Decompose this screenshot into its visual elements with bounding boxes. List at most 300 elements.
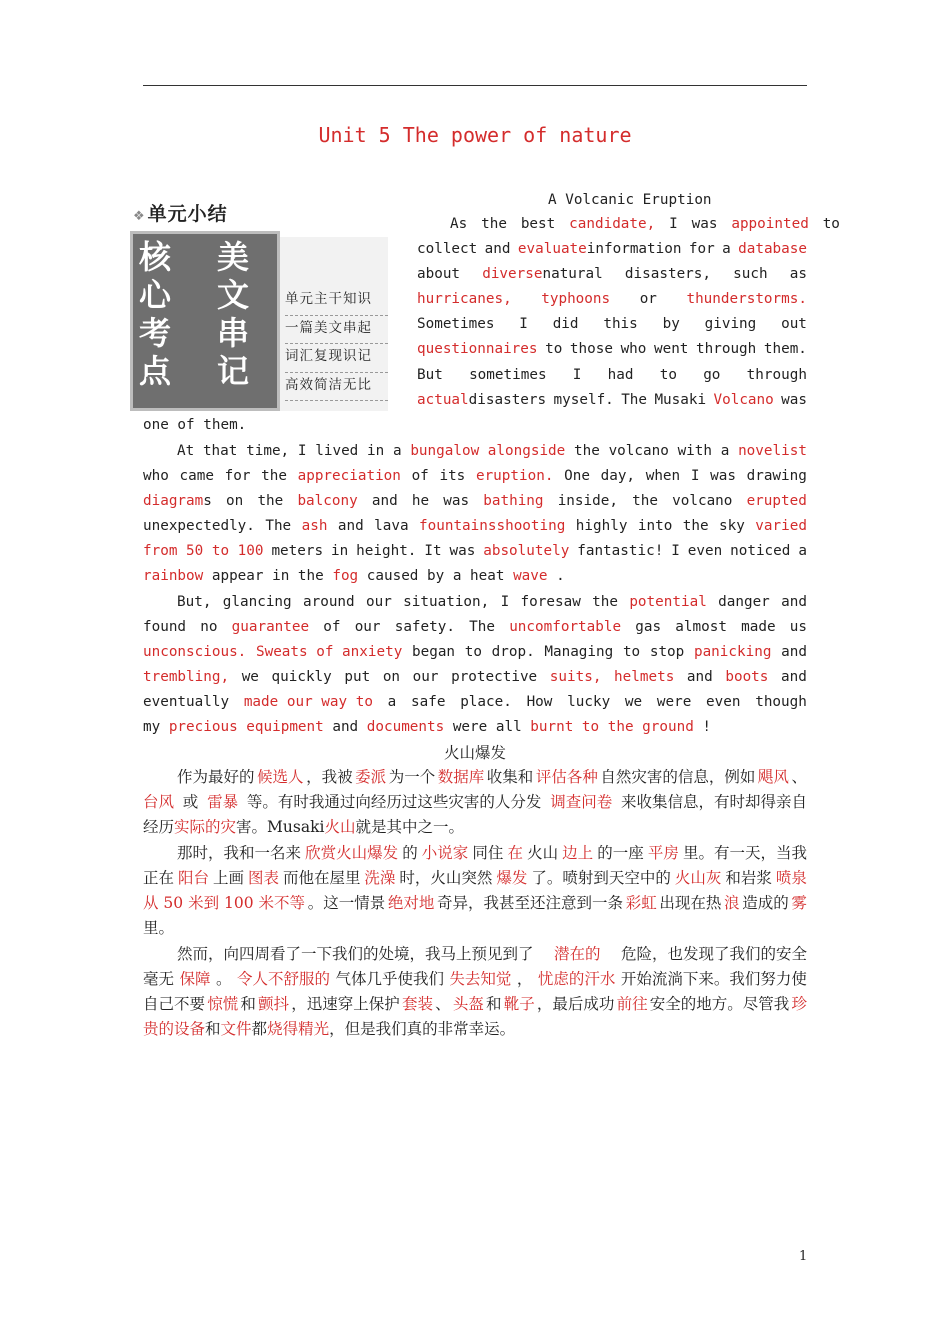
phrase: [675, 866, 722, 891]
phrase-part: 和: [486, 995, 502, 1014]
word-part: or: [639, 291, 657, 308]
word: [143, 640, 246, 665]
box-char: 心: [139, 276, 172, 314]
word: [574, 439, 600, 464]
phrase: [725, 866, 772, 891]
highlight-word: thunderstorms.: [686, 291, 807, 308]
word-part: found: [143, 619, 187, 636]
word: [781, 590, 807, 615]
text-line: [143, 967, 807, 992]
word: [650, 640, 684, 665]
word-part: for: [688, 241, 715, 258]
phrase: [472, 841, 503, 866]
highlight-word: fog: [332, 568, 359, 585]
word: [496, 715, 522, 740]
phrase: [305, 841, 398, 866]
highlight-word: documents: [366, 719, 445, 736]
phrase: [487, 765, 534, 790]
word: [696, 337, 756, 362]
word-part: about: [417, 266, 461, 283]
highlight-word: 头盔: [452, 995, 484, 1014]
phrase: [248, 866, 279, 891]
word-part: and: [781, 644, 807, 661]
phrase: [143, 967, 174, 992]
word: [344, 665, 370, 690]
english-paragraph-2: [143, 439, 807, 590]
word-part: and: [371, 493, 398, 510]
word-part: even: [687, 543, 723, 560]
phrase: [538, 967, 616, 992]
text-line: [143, 464, 807, 489]
phrase-part: 然而，向四周看了一下我们的处境，我马上预见到了: [177, 945, 534, 963]
text-line: [143, 1017, 807, 1042]
highlight-word: trembling,: [143, 669, 230, 686]
word-part: with: [677, 443, 712, 459]
phrase: [335, 967, 444, 992]
word: [417, 262, 460, 287]
highlight-word: panicking: [693, 644, 772, 661]
word: [303, 590, 355, 615]
word: [413, 665, 439, 690]
word-part: us: [789, 619, 807, 636]
word-part: the: [481, 216, 507, 232]
phrase: [435, 992, 451, 1017]
word-part: to: [622, 644, 641, 661]
text-line: [143, 815, 807, 840]
word: [686, 287, 807, 312]
word-part: the: [682, 518, 709, 535]
word: [355, 615, 381, 640]
word: [675, 615, 727, 640]
phrase: [388, 891, 435, 916]
word-part: we: [241, 669, 259, 686]
phrase: [554, 942, 601, 967]
word-part: volcano: [608, 443, 669, 459]
word: [731, 212, 808, 237]
phrase: [683, 841, 807, 866]
word: [332, 564, 418, 589]
word-part: time,: [246, 443, 290, 459]
phrase: [257, 765, 304, 790]
phrase: [536, 765, 598, 790]
highlight-word: 委派: [355, 768, 387, 786]
word-part: I: [519, 316, 528, 333]
word-part: this: [603, 316, 638, 333]
word: [509, 615, 621, 640]
word: [492, 640, 535, 665]
phrase-part: 的一座: [597, 844, 644, 862]
highlight-word: 忧虑的汗水: [537, 970, 616, 989]
phrase-part: 安全的地方。尽管我: [649, 995, 790, 1014]
phrase: [355, 765, 386, 790]
text-line: [143, 640, 807, 665]
word: [367, 715, 444, 740]
phrase-part: 、: [435, 995, 451, 1014]
phrase: [402, 992, 433, 1017]
word-part: in: [331, 543, 349, 560]
word: [298, 439, 307, 464]
word-part: all: [495, 719, 522, 736]
phrase-part: 经历: [143, 818, 175, 837]
word-part: and: [332, 719, 359, 736]
word-part: height.: [356, 543, 417, 560]
word-part: the: [574, 443, 600, 459]
highlight-word: typhoons: [541, 291, 611, 308]
word-part: disasters: [468, 391, 547, 408]
box-char: 核: [139, 238, 172, 276]
word: [261, 464, 287, 489]
word: [372, 489, 398, 514]
word-part: danger: [718, 594, 770, 610]
word: [143, 514, 255, 539]
text-line: [417, 337, 807, 362]
phrase: [486, 992, 502, 1017]
word: [323, 615, 340, 640]
word-part: on: [382, 669, 401, 686]
phrase: [237, 967, 330, 992]
box-char: 点: [139, 352, 172, 390]
word: [443, 489, 469, 514]
word-part: As: [450, 216, 468, 232]
phrase-part: 自然灾害的信息，例如: [600, 768, 756, 786]
phrase: [216, 967, 232, 992]
word-part: eventually: [143, 694, 230, 711]
phrase: [178, 866, 209, 891]
word-part: lava: [374, 518, 409, 535]
word: [623, 640, 640, 665]
word-part: who: [143, 468, 169, 485]
highlight-word: Volcano: [713, 391, 774, 408]
word: [417, 337, 538, 362]
word-part: the: [592, 594, 618, 610]
phrase: [597, 841, 644, 866]
word-part: At: [177, 443, 195, 459]
text-line: [143, 765, 807, 790]
word-part: It: [424, 543, 442, 560]
word: [592, 590, 618, 615]
highlight-word: 实际的灾: [174, 818, 237, 837]
phrase: [659, 891, 721, 916]
phrase: [650, 992, 790, 1017]
word-part: quickly: [271, 669, 332, 686]
phrase-part: 等。有时我通过向经历过这些灾害的人分发: [246, 793, 542, 812]
phrase: [438, 765, 485, 790]
word-part: the: [261, 468, 287, 485]
phrase-part: 上画: [212, 869, 244, 888]
word: [417, 388, 546, 413]
word: [640, 287, 657, 312]
word: [719, 514, 745, 539]
phrase: [240, 992, 256, 1017]
highlight-word: 喷泉: [775, 869, 807, 888]
word: [781, 312, 807, 337]
highlight-word: 雾: [791, 894, 807, 913]
phrase: [399, 866, 492, 891]
menu-item: 一篇美文串起: [285, 316, 388, 345]
word-part: put: [344, 669, 371, 686]
word-part: and: [781, 594, 807, 610]
word-part: that: [202, 443, 238, 459]
phrase: [258, 992, 289, 1017]
word: [672, 489, 732, 514]
word-part: them.: [763, 341, 807, 358]
word: [417, 237, 477, 262]
highlight-word: 评估各种: [535, 768, 598, 786]
phrase: [205, 1017, 221, 1042]
word: [714, 388, 774, 413]
word-part: the: [632, 493, 658, 510]
word: [691, 464, 700, 489]
text-line: [143, 590, 807, 615]
highlight-word: boots: [725, 669, 769, 686]
word-part: protective: [451, 669, 538, 686]
word: [424, 539, 441, 564]
word: [297, 489, 357, 514]
phrase-part: 奇异，我甚至还注意到一条: [437, 894, 624, 913]
word: [232, 615, 309, 640]
text-line: [417, 212, 840, 237]
highlight-word: 前往: [616, 995, 648, 1014]
word: [483, 539, 569, 564]
phrase: [507, 841, 523, 866]
word: [638, 514, 672, 539]
word-part: was: [449, 543, 476, 560]
phrase: [283, 866, 361, 891]
word-part: !: [702, 719, 712, 736]
word: [657, 690, 691, 715]
word: [706, 690, 740, 715]
highlight-word: 绝对地: [387, 894, 435, 913]
word: [411, 690, 445, 715]
phrase: [213, 866, 244, 891]
word: [625, 690, 642, 715]
highlight-word: novelist: [738, 443, 807, 459]
highlight-word: 边上: [562, 844, 594, 862]
word: [694, 640, 771, 665]
word-part: was: [781, 391, 807, 408]
word: [635, 615, 661, 640]
word: [705, 312, 757, 337]
phrase: [177, 841, 301, 866]
diamond-icon: ❖: [133, 209, 146, 224]
highlight-word: questionnaires: [417, 341, 538, 358]
highlight-word: 烧得精光: [267, 1020, 330, 1039]
highlight-word: diagram: [143, 493, 204, 510]
word-part: a: [392, 443, 402, 459]
phrase-part: 为一个: [388, 768, 436, 786]
word-part: Sometimes: [417, 316, 495, 333]
word-part: in: [272, 568, 290, 585]
highlight-word: 欣赏火山爆发: [305, 844, 399, 862]
highlight-word: 火山: [324, 818, 356, 837]
word-part: lucky: [567, 694, 611, 711]
word: [781, 665, 807, 690]
word-part: One: [564, 468, 590, 485]
word-part: and: [686, 669, 713, 686]
phrase-part: 。这一情景: [307, 894, 386, 913]
phrase: [207, 992, 238, 1017]
phrase: [207, 790, 238, 815]
word: [625, 262, 711, 287]
highlight-word: 令人不舒服的: [236, 970, 330, 989]
word-part: did: [552, 316, 579, 333]
phrase: [758, 765, 789, 790]
word-part: he: [411, 493, 430, 510]
word: [689, 237, 715, 262]
phrase-part: 毫无: [143, 970, 175, 989]
phrase-part: ，: [516, 970, 533, 989]
word-part: our: [366, 594, 392, 610]
word-part: lived: [315, 443, 359, 459]
box-char: 考: [139, 314, 172, 352]
word-part: Managing: [544, 644, 614, 661]
highlight-word: 靴子: [503, 995, 535, 1014]
word: [781, 388, 807, 413]
word-part: around: [303, 594, 355, 610]
word: [374, 514, 408, 539]
phrase-part: 里。: [143, 919, 175, 938]
word: [393, 439, 402, 464]
phrase: [776, 866, 807, 891]
highlight-word: varied: [755, 518, 807, 535]
highlight-word: bathing: [483, 493, 544, 510]
phrase: [791, 891, 807, 916]
text-line: [143, 615, 807, 640]
word-part: the: [297, 568, 324, 585]
word-part: unexpectedly.: [143, 518, 255, 535]
word-part: I: [690, 468, 700, 485]
word-part: But,: [177, 594, 212, 610]
phrase-part: 来收集信息，有时却得亲自: [620, 793, 807, 812]
word-part: natural: [542, 266, 603, 283]
word-part: But: [417, 366, 443, 383]
phrase: [291, 992, 400, 1017]
phrase: [791, 765, 807, 790]
phrase: [742, 891, 789, 916]
text-line: [417, 312, 807, 337]
word: [687, 665, 713, 690]
word-part: and: [781, 669, 807, 686]
word: [654, 337, 688, 362]
word-part: sky: [719, 518, 745, 535]
word: [395, 615, 455, 640]
phrase: [236, 815, 324, 840]
phrase-part: ，但是我们真的非常幸运。: [329, 1020, 516, 1039]
highlight-word: 雷暴: [207, 793, 239, 812]
word-part: a: [798, 543, 807, 560]
phrase-part: 、: [791, 768, 807, 786]
highlight-word: evaluate: [517, 241, 587, 258]
highlight-word: 飓风: [757, 768, 789, 786]
text-line: [417, 287, 807, 312]
word: [569, 212, 655, 237]
word: [541, 287, 610, 312]
word: [143, 615, 186, 640]
word: [683, 514, 709, 539]
word: [485, 237, 511, 262]
phrase-part: 里。有一天，当我: [682, 844, 807, 862]
word-part: giving: [704, 316, 757, 333]
word: [755, 690, 807, 715]
word: [553, 312, 579, 337]
english-paragraph-1: [143, 212, 840, 438]
word-part: through: [746, 366, 807, 383]
word: [671, 539, 680, 564]
word: [143, 715, 324, 740]
essay-title-cn: 火山爆发: [443, 744, 506, 762]
phrase: [143, 891, 305, 916]
highlight-word: unconscious.: [143, 644, 247, 661]
phrase: [143, 866, 174, 891]
word-part: best: [520, 216, 556, 232]
word: [513, 564, 565, 589]
word: [417, 312, 494, 337]
highlight-word: 爆发: [496, 869, 528, 888]
word-part: drawing: [746, 468, 807, 485]
phrase: [453, 992, 484, 1017]
word: [603, 312, 637, 337]
word-part: caused: [366, 568, 419, 585]
word: [721, 439, 730, 464]
word: [621, 388, 647, 413]
word: [143, 665, 229, 690]
word: [476, 464, 553, 489]
chinese-paragraph-3: [143, 942, 807, 1042]
highlight-word: hurricanes,: [417, 291, 512, 308]
word: [601, 464, 635, 489]
highlight-word: made our way to: [243, 694, 373, 711]
word: [483, 489, 543, 514]
phrase: [143, 992, 205, 1017]
word: [573, 363, 582, 388]
word: [460, 690, 512, 715]
highlight-word: 套装: [401, 995, 433, 1014]
phrase: [143, 1017, 205, 1042]
word: [417, 287, 512, 312]
phrase-part: ，我被: [306, 768, 353, 786]
phrase: [550, 790, 612, 815]
word: [212, 564, 264, 589]
word: [501, 590, 510, 615]
word: [481, 212, 507, 237]
phrase: [324, 815, 355, 840]
word: [410, 439, 565, 464]
text-line: [143, 539, 807, 564]
word: [663, 312, 680, 337]
word: [265, 514, 291, 539]
word: [747, 489, 807, 514]
word: [419, 514, 565, 539]
word: [609, 439, 669, 464]
word: [272, 564, 289, 589]
word: [521, 212, 555, 237]
phrase: [621, 942, 807, 967]
english-paragraph-3: [143, 590, 807, 741]
word: [356, 539, 416, 564]
word: [482, 262, 603, 287]
word-part: of: [323, 619, 341, 636]
phrase-part: 正在: [143, 869, 175, 888]
text-line: [143, 866, 807, 891]
word-part: came: [179, 468, 214, 485]
highlight-word: 潜在的: [553, 945, 601, 963]
phrase: [252, 1017, 268, 1042]
text-line: [417, 237, 807, 262]
word: [747, 464, 807, 489]
word: [545, 337, 562, 362]
phrase: [308, 891, 386, 916]
phrase-part: 同住: [472, 844, 504, 862]
